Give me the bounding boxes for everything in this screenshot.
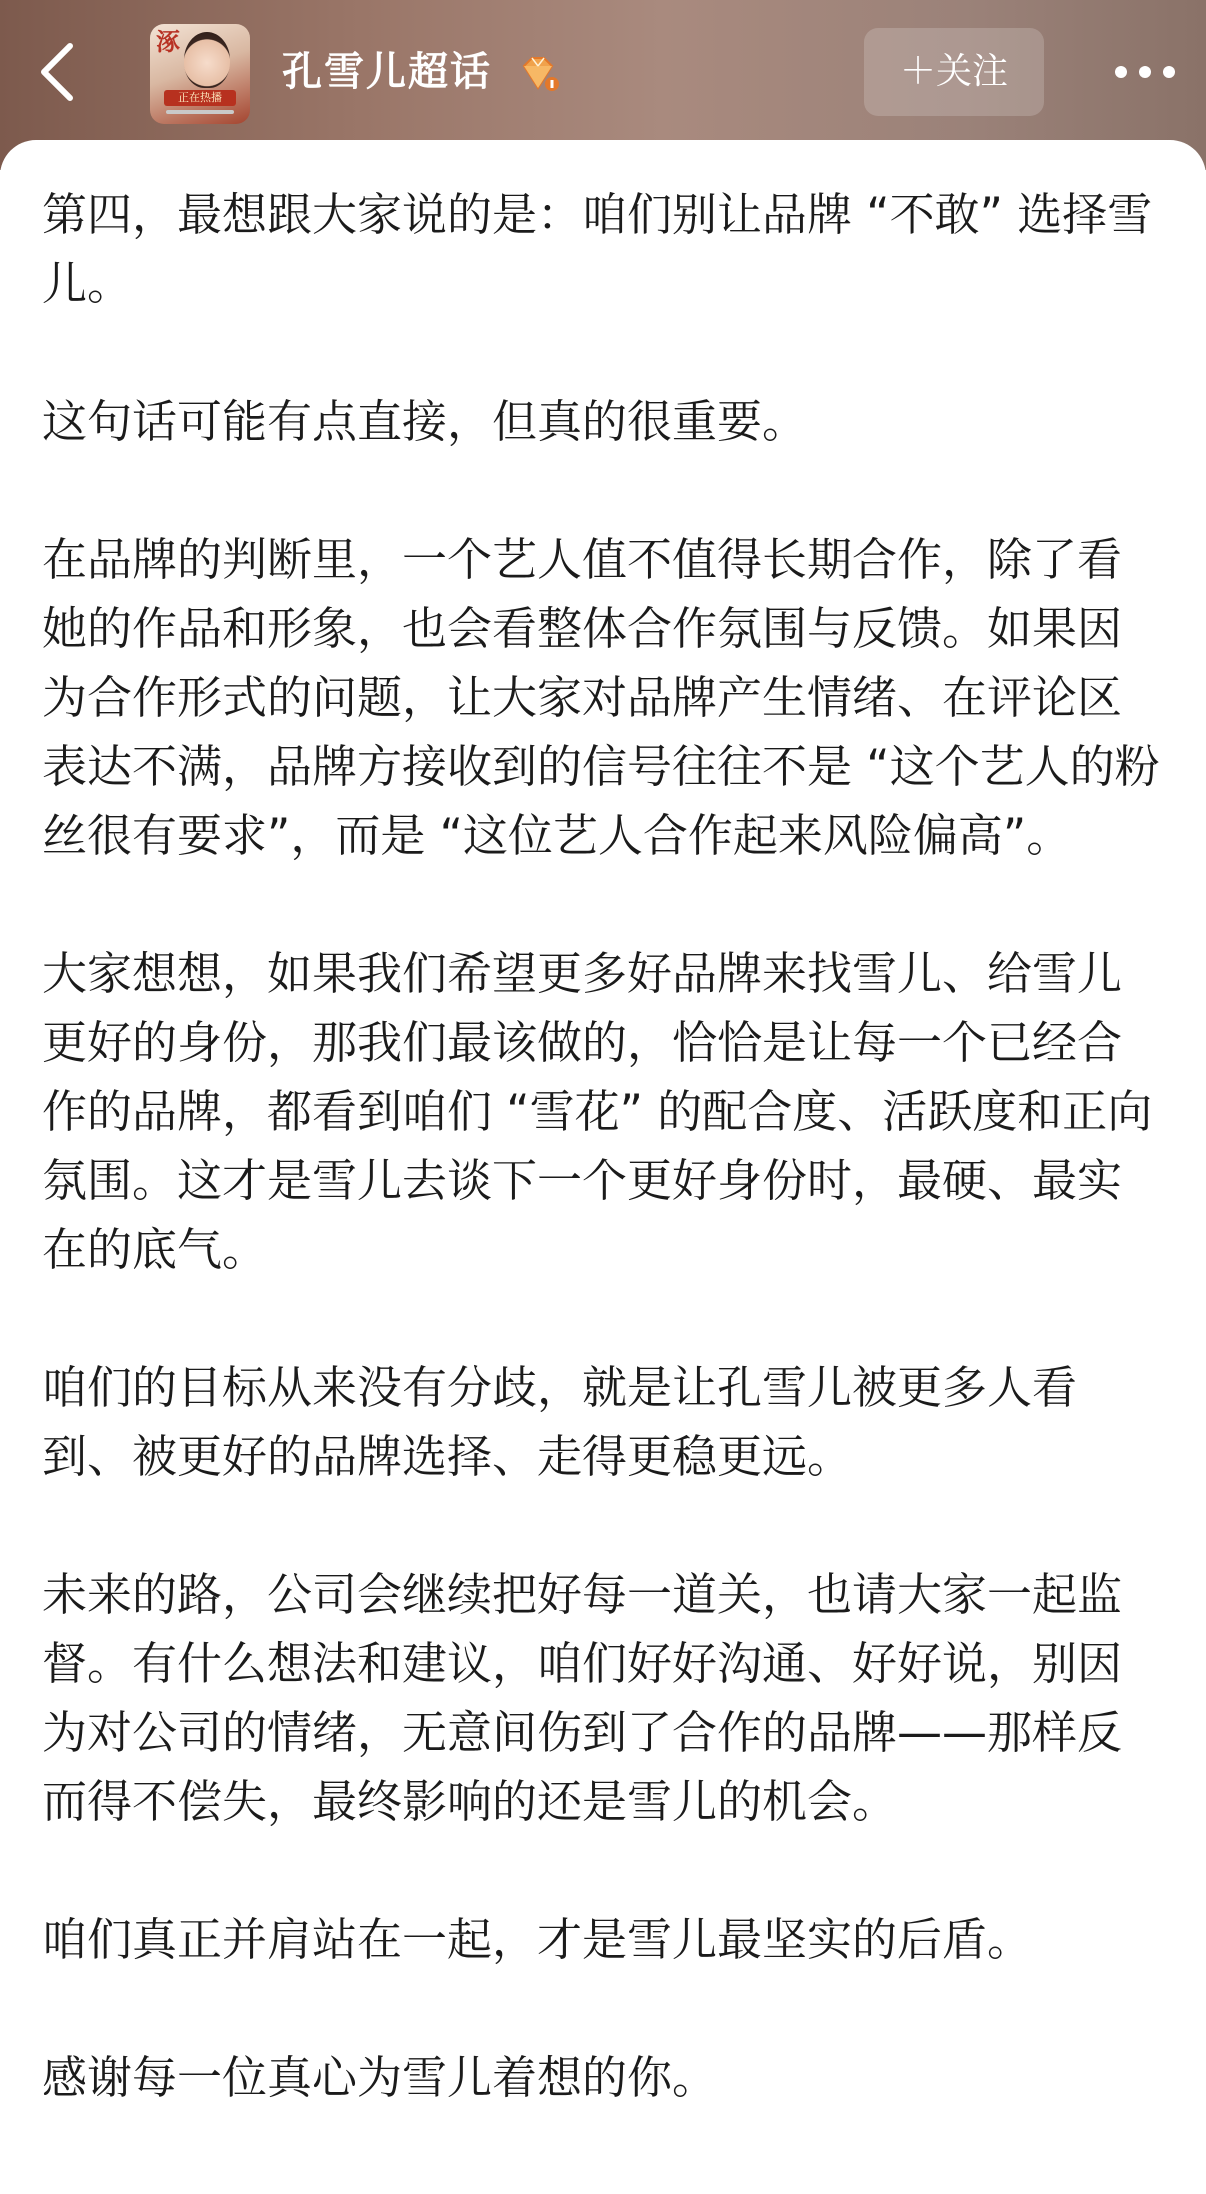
topic-avatar[interactable]: [150, 24, 250, 124]
topic-title[interactable]: 孔雪儿超话: [282, 49, 492, 95]
more-dots-icon: [1115, 66, 1127, 78]
follow-button[interactable]: ＋关注: [864, 28, 1044, 116]
avatar-banner-text: 正在热播: [164, 90, 236, 106]
article-body: [42, 180, 1166, 2112]
article-paragraph: 咱们真正并肩站在一起，才是雪儿最坚实的后盾。: [42, 1913, 1033, 1966]
article-paragraph: 大家想想，如果我们希望更多好品牌来找雪儿、给雪儿更好的身份，那我们最该做的，恰恰是让每一个已经合作的品牌，都看到咱们 “雪花” 的配合度、活跃度和正向氛围。这才是雪儿去谈下一个更好身份时，最硬、最实在的底气。: [42, 947, 1153, 1276]
article-paragraph: 在品牌的判断里，一个艺人值不值得长期合作，除了看她的作品和形象，也会看整体合作氛围与反馈。如果因为合作形式的问题，让大家对品牌产生情绪、在评论区表达不满，品牌方接收到的信号往往不是 “这个艺人的粉丝很有要求”，而是 “这位艺人合作起来风险偏高”。: [42, 533, 1160, 862]
avatar-mark: 涿: [156, 28, 180, 56]
article-paragraph: 咱们的目标从来没有分歧，就是让孔雪儿被更多人看到、被更好的品牌选择、走得更稳更远。: [42, 1361, 1078, 1483]
article-paragraph: 第四，最想跟大家说的是：咱们别让品牌 “不敢” 选择雪儿。: [42, 188, 1153, 310]
back-button[interactable]: [28, 36, 84, 108]
article-paragraph: 这句话可能有点直接，但真的很重要。: [42, 395, 808, 448]
gem-badge-icon: [516, 52, 560, 96]
article-paragraph: 感谢每一位真心为雪儿着想的你。: [42, 2051, 718, 2104]
more-dots-icon: [1163, 66, 1175, 78]
more-options-button[interactable]: [1090, 40, 1200, 104]
article-paragraph: 未来的路，公司会继续把好每一道关，也请大家一起监督。有什么想法和建议，咱们好好沟通、好好说，别因为对公司的情绪，无意间伤到了合作的品牌——那样反而得不偿失，最终影响的还是雪儿的机会。: [42, 1568, 1123, 1828]
avatar-portrait: [184, 32, 230, 88]
more-dots-icon: [1139, 66, 1151, 78]
back-chevron-icon: [36, 40, 76, 104]
avatar-subline: [166, 110, 234, 114]
